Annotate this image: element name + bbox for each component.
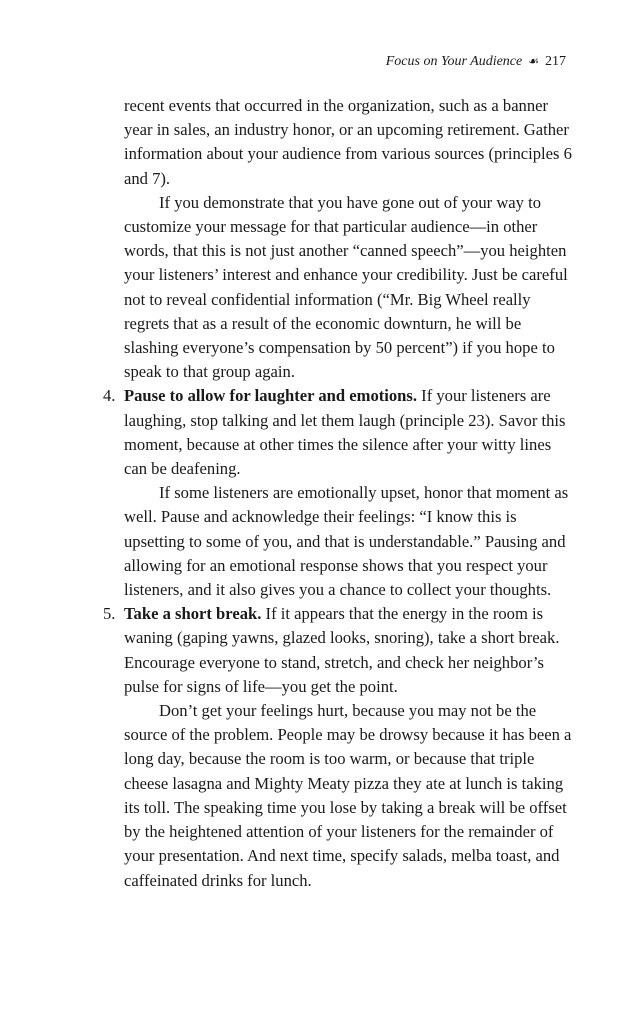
intro-paragraph-1: recent events that occurred in the organization, such as a banner year in sales, an industry honor, or an upcoming retirement. Gather information about your audience from various sources (principles 6 and 7). <box>124 96 572 188</box>
list-item-heading: Take a short break. <box>124 604 262 624</box>
list-item-paragraph-2: Don’t get your feelings hurt, because you may not be the source of the problem. People may be drowsy because it has been a long day, because the room is too warm, or because that triple cheese lasagna and Mighty Meaty pizza they ate at lunch is taking its toll. The speaking time you lose by taking a break will be offset by the heightened attention of your listeners for the remainder of your presentation. And next time, specify salads, melba toast, and caffeinated drinks for lunch. <box>124 701 572 890</box>
list-item-4 <box>103 384 572 602</box>
list-item-heading: Pause to allow for laughter and emotions. <box>124 386 418 406</box>
list-item-number: 5. <box>103 604 116 624</box>
list-item-text: If it appears that the energy in the room is waning (gaping yawns, glazed looks, snoring), take a short break. Encourage everyone to stand, stretch, and check her neighbor’s pulse for signs of life—you get the point. <box>124 604 560 696</box>
intro-paragraph-2: If you demonstrate that you have gone out of your way to customize your message for that particular audience—in other words, that this is not just another “canned speech”—you heighten your listeners’ interest and enhance your credibility. Just be careful not to reveal confidential information (“Mr. Big Wheel really regrets that as a result of the economic downturn, he will be slashing everyone’s compensation by 50 percent”) if you hope to speak to that group again. <box>124 192 568 382</box>
running-header <box>386 54 566 70</box>
fleuron-ornament-icon: ☙ <box>528 54 539 68</box>
list-item-text: If your listeners are laughing, stop talking and let them laugh (principle 23). Savor this moment, because at other times the silence after your witty lines can be deafening. <box>124 386 566 479</box>
list-item-number: 4. <box>103 386 116 406</box>
list-item-paragraph <box>124 384 572 481</box>
page-number: 217 <box>545 54 566 69</box>
running-title: Focus on Your Audience <box>385 54 523 69</box>
list-item-paragraph <box>124 602 572 699</box>
list-item-paragraph-2: If some listeners are emotionally upset, honor that moment as well. Pause and acknowledge their feelings: “I know this is upsetting to some of you, and that is understandable.” Pausing and allowing for an emotional response shows that you respect your listeners, and it also gives you a chance to collect your thoughts. <box>124 483 569 600</box>
list-item-5 <box>103 602 572 892</box>
page-body <box>103 94 572 893</box>
